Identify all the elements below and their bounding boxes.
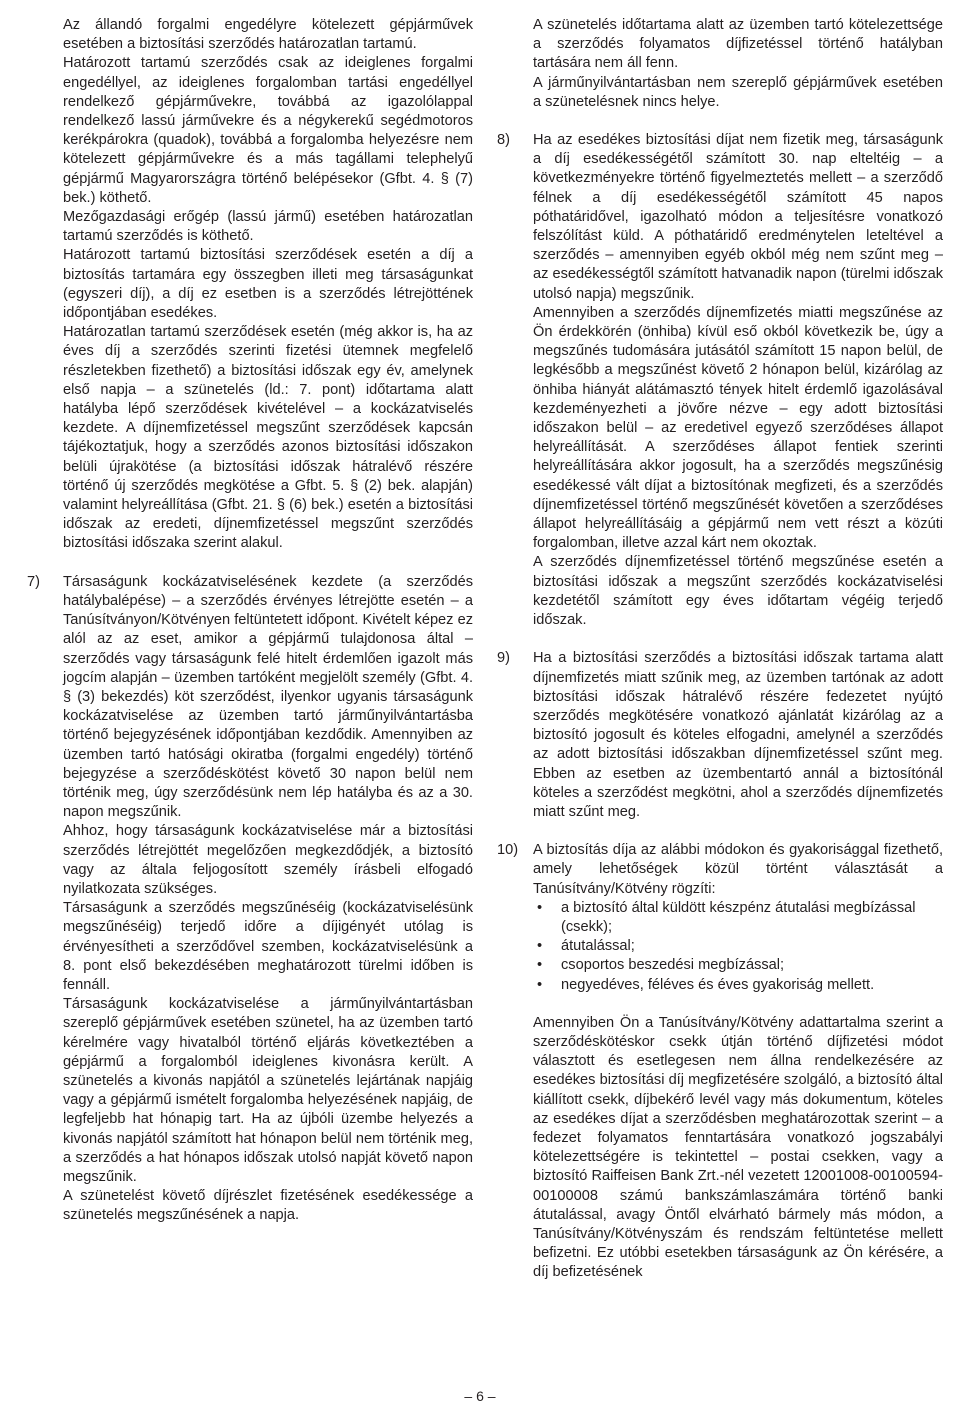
paragraph: Határozott tartamú biztosítási szerződések esetén a díj a biztosítás tartamára egy összegben illeti meg társaságunkat (egyszeri díj), a díj ez esetben is a szerződés létrejöttének időpontjában esedékes. <box>63 247 473 322</box>
paragraph: A biztosítás díja az alábbi módokon és gyakorisággal fizethető, amely lehetőségek közül történt választását a Tanúsítvány/Kötvény rögzíti: <box>533 842 943 897</box>
section-number: 8) <box>497 132 510 149</box>
paragraph: Ahhoz, hogy társaságunk kockázatviselése már a biztosítási szerződés létrejöttét megelőzően megkezdődjék, a biztosító vagy az általa feljogosított személy írásbeli elfogadó nyilatkozata szükséges. <box>63 823 473 897</box>
paragraph: Ha az esedékes biztosítási díjat nem fizetik meg, társaságunk a díj esedékességétől számított 30. nap elteltéig – a következményekre történő figyelmeztetés mellett – a szerződő félnek a díj esedékességétől számított 45 napos póthatáridővel, igazolható módon a teljesítésre vonatkozó felszólítást küld. A póthatáridő eredménytelen leteltével a szerződés – amennyiben egyéb okból még nem szűnt meg – az esedékességtől számított hatvanadik napon (türelmi időszak utolsó napja) megszűnik. <box>533 132 943 302</box>
list-item: • csoportos beszedési megbízással; <box>533 956 943 975</box>
paragraph: Mezőgazdasági erőgép (lassú jármű) esetében határozatlan tartamú szerződés is köthető. <box>63 209 473 245</box>
paragraph: Amennyiben a szerződés díjnemfizetés miatti megszűnése az Ön érdekkörén (önhiba) kívül eső okból következik be, úgy a megszűnés tudomására jutásától számított 15 napon belül, de legkésőbb a megszűnést követő 2 hónapon belül, kizárólag az önhiba hiányát alátámasztó tények hitelt érdemlő igazolásával kezdeményezheti a jövőre nézve – egy adott biztosítási időszakon belül – az eredetivel egyező szerződéses állapot helyreállítását. A szerződéses állapot fentiek szerinti helyreállítására akkor jogosult, ha a szerződés megszűnésig esedékessé vált díjat a biztosítónak megfizeti, és a szerződés díjnemfizetéssel történő megszűnését követően a szerződéses állapot helyreállításáig a gépjármű nem vett részt a közúti forgalomban, illetve azzal kárt nem okoztak. <box>533 304 943 552</box>
payment-methods-list <box>533 899 943 995</box>
paragraph: Amennyiben Ön a Tanúsítvány/Kötvény adattartalma szerint a szerződéskötéskor csekk útján történő díjfizetési módot választott és esetlegesen nem állna rendelkezésére az esedékes biztosítási díj megfizetésére szolgáló, a biztosító által kiállított csekk, díjbekérő levél vagy más dokumentum, köteles az esedékes díjat a szerződésben meghatározottak szerint – a fedezet folyamatos fenntartására vonatkozó jogszabályi kötelezettségére is tekintettel – postai csekken, vagy a biztosító Raiffeisen Bank Zrt.-nél vezetett 12001008-00100594-00100008 számú bankszámlaszámára történő banki átutalással, avagy Öntől elvárható bármely más módon, a Tanúsítvány/Kötvényszám és rendszám feltüntetése mellett befizetni. Ez utóbbi esetekben társaságunk az Ön kérésére, a díj befizetésének <box>533 1014 943 1281</box>
page-number: – 6 – <box>464 1388 496 1404</box>
paragraph: Ha a biztosítási szerződés a biztosítási időszak tartama alatt díjnemfizetés miatt szűnik meg, az üzemben tartónak az adott biztosítási időszak hátralévő részére fedezetet nyújtó szerződés megkötésére vonatkozó ajánlatát kizárólag az a biztosító jogosult és köteles elfogadni, amelynél a szerződés az adott biztosítási időszakban díjnemfizetéssel szűnt meg. Ebben az esetben az üzembentartó annál a biztosítónál köteles a szerződést megkötni, ahol a szerződés díjnemfizetés miatt szűnt meg. <box>533 650 943 820</box>
left-intro <box>63 16 473 554</box>
list-item: • a biztosító által küldött készpénz átutalási megbízással (csekk); <box>533 899 943 937</box>
left-column <box>27 16 473 1226</box>
paragraph: Határozott tartamú szerződés csak az ideiglenes forgalmi engedéllyel, az ideiglenes forgalomban tartási engedéllyel rendelkező gépjárművekre, továbbá az igazolólappal rendelkező lassú járművekre és a négykerekű segédmotoros kerékpárokra (quadok), továbbá a forgalomba helyezésre nem kötelezett gépjárművekre és a más tagállami telephelyű gépjármű Magyarországra történő belépésekor (Gfbt. 4. § (7) bek.) köthető. <box>63 55 473 206</box>
paragraph: Társaságunk a szerződés megszűnéséig (kockázatviselésünk megszűnéséig) terjedő időre a díjigényét utólag is érvényesítheti a szerződővel szemben, kockázatviselésünk a 8. pont első bekezdésében meghatározott türelmi időben is fennáll. <box>63 900 473 993</box>
paragraph: Társaságunk kockázatviselésének kezdete (a szerződés hatálybalépése) – a szerződés érvényes létrejötte esetén – a Tanúsítványon/Kötvényen feltüntetett időpont. Kivételt képez ez alól az az eset, amikor a gépjármű tulajdonosa által – szerződés vagy társaságunk felé hitelt érdemlően igazolt más jogcím alapján – üzemben tartóként megjelölt személy (Gfbt. 4. § (3) bekezdés) köt szerződést, ilyenkor ugyanis társaságunk kockázatviselése az üzemben tartó járműnyilvántartásba történő bejegyzésének időpontjában kezdődik. Amennyiben az üzemben tartó hatósági okiratba (forgalmi engedély) történő bejegyzése a szerződéskötést követő 30 napon belül nem történik meg, úgy szerződésünk nem lép hatályba és az a 30. napon megszűnik. <box>63 573 473 821</box>
list-item: • negyedéves, féléves és éves gyakoriság mellett. <box>533 976 943 995</box>
section-9 <box>497 649 943 822</box>
section-10 <box>497 841 943 1282</box>
paragraph: A szünetelést követő díjrészlet fizetésének esedékessége a szünetelés megszűnésének a napja. <box>63 1188 473 1224</box>
list-item: • átutalással; <box>533 937 943 956</box>
right-column <box>497 16 943 1283</box>
section-7 <box>27 573 473 1226</box>
section-number: 7) <box>27 573 40 590</box>
section-8 <box>497 131 943 630</box>
paragraph: Társaságunk kockázatviselése a járműnyilvántartásban szereplő gépjárművek esetében szünetel, ha az üzemben tartó kérelmére vagy hivatalból történő eljárás következtében a gépjármű a forgalomból ideiglenes kivonásra került. A szünetelés a kivonás napjától a szünetelés lejártának napjáig vagy a gépjármű ismételt forgalomba helyezésének napjáig, de legfeljebb hat hónapig tart. Ha az újbóli üzembe helyezés a kivonás napjától számított hat hónapon belül nem történik meg, a szerződés a hat hónapos időszak utolsó napját követő napon megszűnik. <box>63 996 473 1185</box>
paragraph: A szerződés díjnemfizetéssel történő megszűnése esetén a biztosítási időszak a megszűnt szerződés kockázatviselési kezdetétől számított egy éves időtartam végéig terjedő időszak. <box>533 554 943 629</box>
section-number: 9) <box>497 650 510 667</box>
paragraph: Az állandó forgalmi engedélyre kötelezett gépjárművek esetében a biztosítási szerződés határozatlan tartamú. <box>63 17 473 53</box>
section-number: 10) <box>497 842 519 859</box>
paragraph: Határozatlan tartamú szerződések esetén (még akkor is, ha az éves díj a szerződés szerinti fizetési ütemnek megfelelő részletekben fizethető) a biztosítási időszak egy év, amelynek első napja – a szünetelés (ld.: 7. pont) időtartama alatt hatályba lépő szerződések kivételével – a kockázatviselés kezdete. A díjnemfizetéssel megszűnt szerződések kapcsán tájékoztatjuk, hogy a szerződés azonos biztosítási időszakon belüli újrakötése (a biztosítási időszak hátralévő részére történő új szerződés megkötése a Gfbt. 5. § (2) bek. alapján) valamint helyreállítása (Gfbt. 21. § (6) bek.) esetén a biztosítási időszak az eredeti, díjnemfizetéssel megszűnt szerződés biztosítási időszaka szerint alakul. <box>63 324 473 552</box>
paragraph: A járműnyilvántartásban nem szereplő gépjárművek esetében a szünetelésnek nincs helye. <box>533 74 943 110</box>
paragraph: A szünetelés időtartama alatt az üzemben tartó kötelezettsége a szerződés folyamatos díjfizetéssel történő hatályban tartására nem áll fenn. <box>533 17 943 72</box>
right-intro <box>533 16 943 112</box>
